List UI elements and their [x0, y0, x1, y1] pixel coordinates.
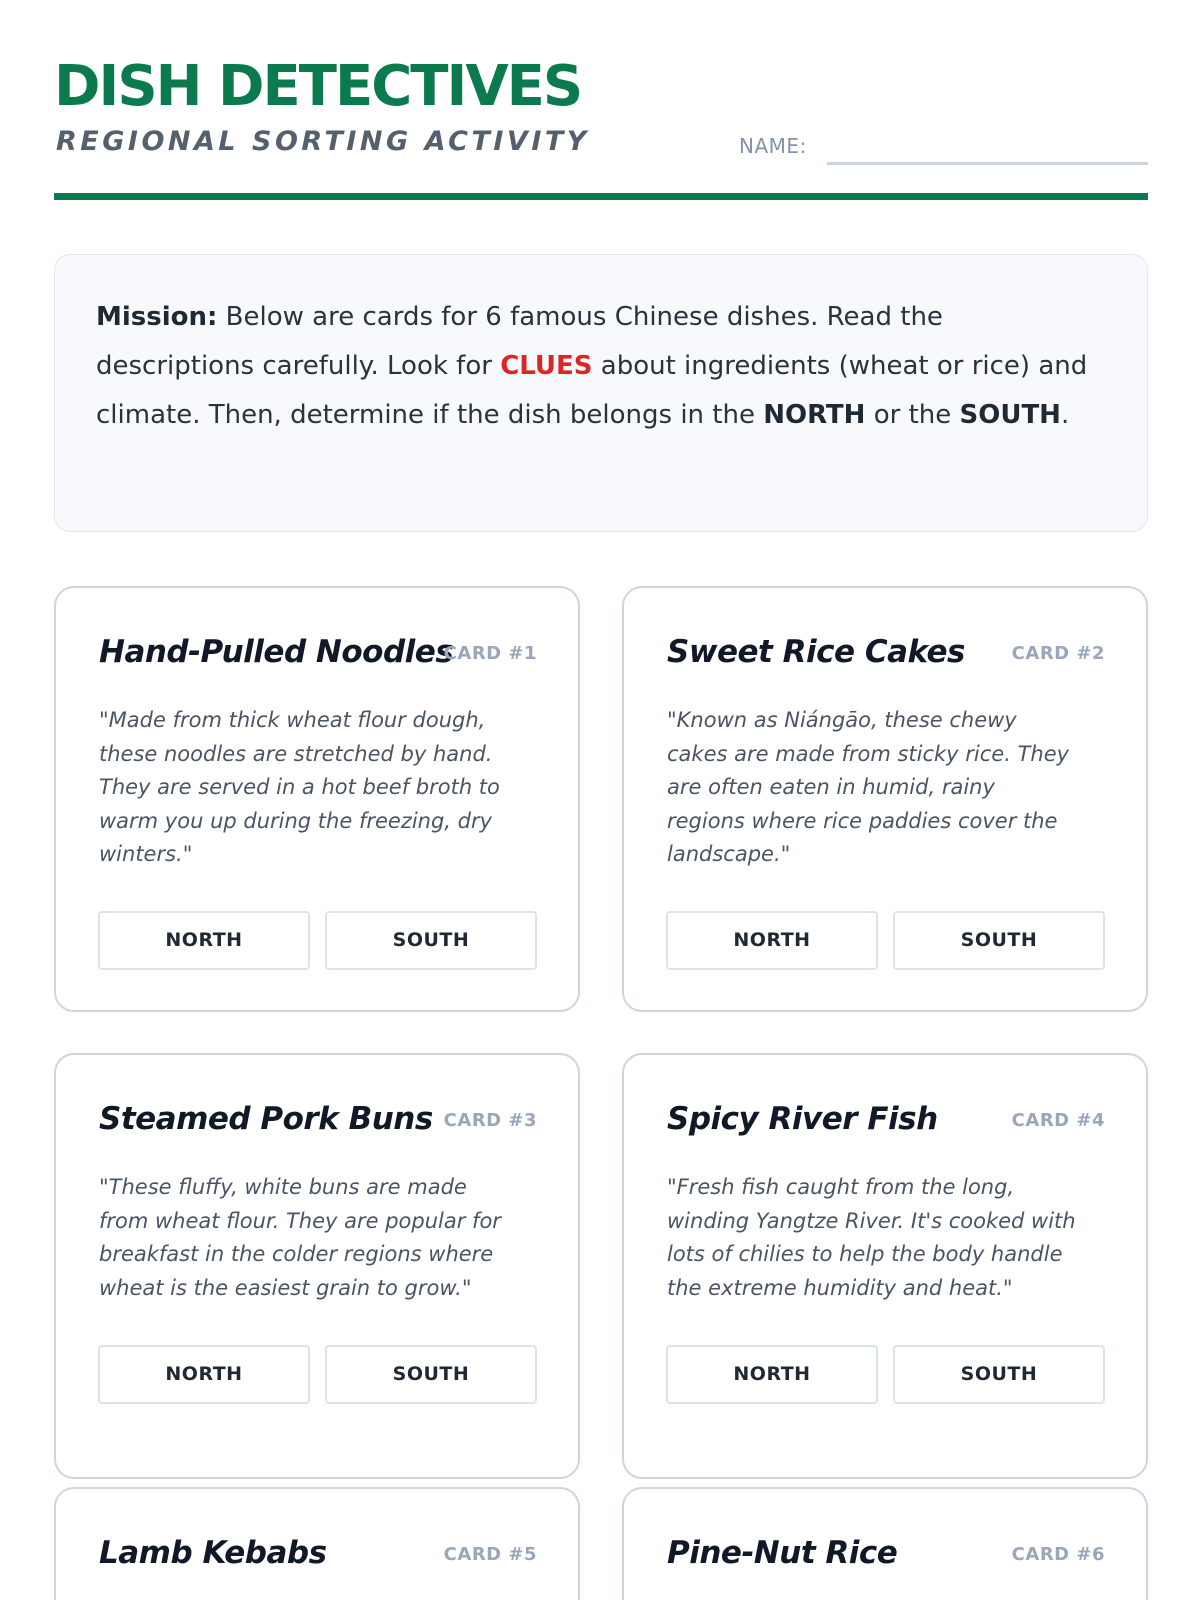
mission-text-2: about ingredients (wheat or rice) and climate. Then, determine if the dish belongs in the: [96, 351, 1088, 430]
mission-text-3: or the: [865, 400, 960, 430]
worksheet-page: [54, 0, 1148, 1571]
south-button[interactable]: SOUTH: [325, 1345, 537, 1404]
name-field[interactable]: [827, 162, 1148, 165]
south-button[interactable]: SOUTH: [893, 1345, 1105, 1404]
mission-text-4: .: [1060, 400, 1070, 430]
south-button[interactable]: SOUTH: [325, 911, 537, 970]
mission-south: SOUTH: [959, 400, 1061, 430]
name-label: NAME:: [739, 134, 807, 158]
page-title: DISH DETECTIVES: [54, 54, 582, 119]
card-title: Pine-Nut Rice: [667, 1535, 898, 1571]
dish-card-2: [622, 586, 1148, 1012]
south-button[interactable]: SOUTH: [893, 911, 1105, 970]
card-number: CARD #1: [443, 643, 537, 664]
north-button[interactable]: NORTH: [666, 911, 878, 970]
mission-box: [54, 254, 1148, 532]
card-description: "Known as Niángāo, these chewy cakes are made from sticky rice. They are often eaten in humid, rainy regions where rice paddies cover the landscape.": [667, 708, 1070, 866]
card-title: Spicy River Fish: [667, 1101, 938, 1137]
dish-card-5: [54, 1487, 580, 1600]
card-number: CARD #4: [1011, 1110, 1105, 1131]
north-button[interactable]: NORTH: [98, 1345, 310, 1404]
page-subtitle: REGIONAL SORTING ACTIVITY: [56, 126, 590, 157]
card-number: CARD #2: [1011, 643, 1105, 664]
dish-card-1: [54, 586, 580, 1012]
mission-text-1: Below are cards for 6 famous Chinese dishes. Read the descriptions carefully. Look for: [96, 302, 943, 381]
card-title: Lamb Kebabs: [99, 1535, 327, 1571]
card-description: "These fluffy, white buns are made from wheat flour. They are popular for breakfast in the colder regions where wheat is the easiest grain to grow.": [99, 1175, 501, 1300]
card-number: CARD #3: [443, 1110, 537, 1131]
dish-card-4: [622, 1053, 1148, 1479]
card-description: "Fresh fish caught from the long, winding Yangtze River. It's cooked with lots of chilies to help the body handle the extreme humidity and heat.": [667, 1175, 1076, 1300]
header-divider: [54, 193, 1148, 200]
worksheet-header: [54, 0, 1148, 200]
north-button[interactable]: NORTH: [98, 911, 310, 970]
mission-label: Mission:: [96, 302, 218, 332]
card-number: CARD #5: [443, 1544, 537, 1565]
card-description: "Made from thick wheat flour dough, these noodles are stretched by hand. They are served in a hot beef broth to warm you up during the freezing, dry winters.": [99, 708, 500, 866]
card-title: Hand-Pulled Noodles: [99, 634, 454, 670]
north-button[interactable]: NORTH: [666, 1345, 878, 1404]
dish-card-3: [54, 1053, 580, 1479]
card-number: CARD #6: [1011, 1544, 1105, 1565]
card-title: Steamed Pork Buns: [99, 1101, 433, 1137]
dish-card-6: [622, 1487, 1148, 1600]
mission-clues: CLUES: [500, 351, 593, 381]
card-title: Sweet Rice Cakes: [667, 634, 965, 670]
mission-north: NORTH: [763, 400, 866, 430]
